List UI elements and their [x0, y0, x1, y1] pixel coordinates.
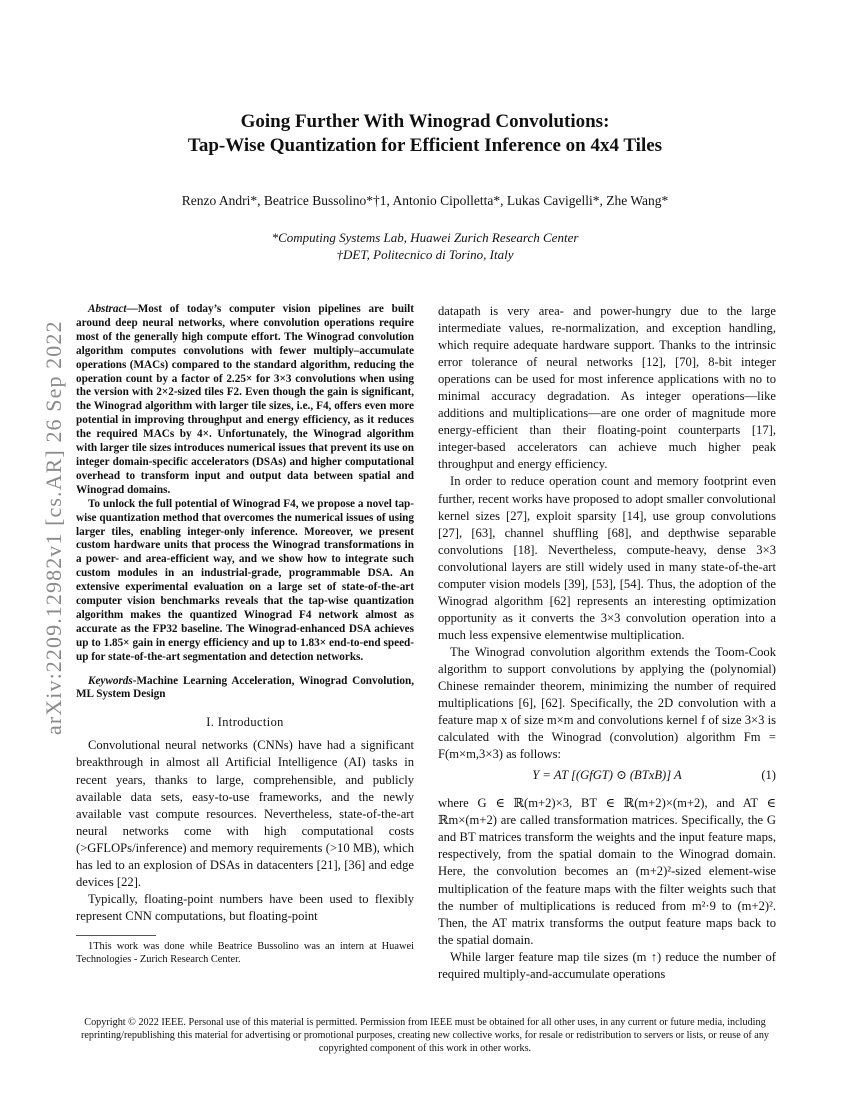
title-line-1: Going Further With Winograd Convolutions: — [240, 111, 610, 132]
body-paragraph-continued: datapath is very area- and power-hungry due to the large intermediate values, re-normalization, and exception handling, which require adequate hardware support. Thanks to the intrinsic error tolerance of neural networks [12], [70], 8-bit integer operations can be used for most inference applications with no to minimal accuracy degradation. As integer operations—like additions and multiplications—are one order of magnitude more energy-efficient than their floating-point counterparts [17], integer-based accelerators can achieve much higher peak throughput and energy efficiency. — [438, 304, 776, 472]
body-paragraph-4: where G ∈ ℝ(m+2)×3, BT ∈ ℝ(m+2)×(m+2), and AT ∈ ℝm×(m+2) are called transformation matrices. Specifically, the G and BT matrices transform the weights and the input feature maps, respectively, from the spatial domain to the Winograd domain. Here, the convolution becomes an (m+2)²-sized element-wise multiplication of the feature maps with the filter weights such that the number of multiplications is reduced from m²·9 to (m+2)². Then, the AT matrix transforms the output feature maps back to the spatial domain. — [438, 796, 776, 947]
affiliation-2: †DET, Politecnico di Torino, Italy — [336, 247, 514, 262]
arxiv-stamp — [14, 295, 66, 735]
left-column — [76, 303, 414, 966]
affiliation-1: *Computing Systems Lab, Huawei Zurich Research Center — [271, 230, 579, 245]
intro-paragraph-1: Convolutional neural networks (CNNs) have had a significant breakthrough in almost all Artificial Intelligence (AI) tasks in recent years, thanks to large, comprehensible, and publicly available data sets, easy-to-use frameworks, and the newly available vast compute resources. Nevertheless, state-of-the-art neural networks come with high computational costs (>GFLOPs/inference) and memory requirements (>10 MB), which has led to an explosion of DSAs in datacenters [21], [36] and edge devices [22]. — [76, 738, 414, 889]
body-paragraph-5: While larger feature map tile sizes (m ↑) reduce the number of required multiply-and-accumulate operations — [438, 949, 776, 981]
abstract-paragraph-2: To unlock the full potential of Winograd F4, we propose a novel tap-wise quantization method that overcomes the numerical issues of using larger tiles, enabling integer-only inference. Moreover, we present custom hardware units that process the Winograd transformations in a power- and area-efficient way, and we show how to integrate such custom modules in an industrial-grade, programmable DSA. An extensive experimental evaluation on a large set of state-of-the-art computer vision benchmarks reveals that the tap-wise quantization algorithm makes the quantized Winograd F4 network almost as accurate as the FP32 baseline. The Winograd-enhanced DSA achieves up to 1.85× gain in energy efficiency and up to 1.83× end-to-end speed-up for state-of-the-art segmentation and detection networks. — [76, 497, 414, 663]
intro-paragraph-2: Typically, floating-point numbers have been used to flexibly represent CNN computations, but floating-point — [76, 891, 414, 923]
title-line-2: Tap-Wise Quantization for Efficient Inference on 4x4 Tiles — [187, 135, 663, 156]
abstract-label: Abstract — [88, 303, 127, 315]
arxiv-id: arXiv:2209.12982v1 [cs.AR] 26 Sep 2022 — [41, 320, 66, 735]
equation-1 — [438, 767, 776, 791]
paper-title — [0, 110, 850, 158]
keywords-label: Keywords — [88, 674, 133, 687]
footnote-divider — [76, 935, 156, 936]
body-paragraph-2: In order to reduce operation count and memory footprint even further, recent works have proposed to adopt smaller convolutional kernel sizes [27], exploit sparsity [14], use group convolutions [27], [63], channel shuffling [68], and depthwise separable convolutions [18]. Nevertheless, compute-heavy, dense 3×3 convolutional layers are still widely used in many state-of-the-art computer vision models [39], [53], [54]. Thus, the adoption of the Winograd algorithm [62] represents an interesting optimization opportunity as it converts the 3×3 convolution operation into a much less expensive elementwise multiplication. — [438, 474, 776, 642]
abstract-paragraph-1 — [76, 303, 414, 498]
equation-body: Y = AT [(GfGT) ⊙ (BTxB)] A — [532, 768, 682, 783]
equation-number: (1) — [761, 768, 776, 783]
body-paragraph-3: The Winograd convolution algorithm extends the Toom-Cook algorithm to support convolutions by applying the (polynomial) Chinese remainder theorem, minimizing the number of required multiplications [6], [62]. Specifically, the 2D convolution with a feature map x of size m×m and convolutions kernel f of size 3×3 is calculated with the Winograd (convolution) algorithm Fm = F(m×m,3×3) as follows: — [438, 644, 776, 762]
keywords — [76, 675, 414, 703]
copyright-notice: Copyright © 2022 IEEE. Personal use of this material is permitted. Permission from IEEE must be obtained for all other uses, in any current or future media, including reprinting/republishing this material for advertising or promotional purposes, creating new collective works, for resale or redistribution to servers or lists, or reuse of any copyrighted component of this work in other works. — [80, 1017, 770, 1054]
abstract — [76, 303, 414, 665]
section-heading-introduction: I. Introduction — [206, 715, 284, 730]
affiliations — [0, 229, 850, 263]
keywords-text: -Machine Learning Acceleration, Winograd Convolution, ML System Design — [76, 674, 414, 701]
right-column — [438, 303, 776, 983]
footnote: 1This work was done while Beatrice Bussolino was an intern at Huawei Technologies - Zurich Research Center. — [76, 940, 414, 965]
author-list: Renzo Andri*, Beatrice Bussolino*†1, Antonio Cipolletta*, Lukas Cavigelli*, Zhe Wang* — [181, 193, 669, 208]
abstract-text-1: —Most of today’s computer vision pipelines are built around deep neural networks, where convolution operations require most of the generally high compute effort. The Winograd convolution algorithm computes convolutions with fewer multiply–accumulate operations (MACs) compared to the standard algorithm, reducing the operation count by a factor of 2.25× for 3×3 convolutions when using the version with 2×2-sized tiles F2. Even though the gain is significant, the Winograd algorithm with larger tile sizes, i.e., F4, offers even more potential in improving throughput and energy efficiency, as it reduces the required MACs by 4×. Unfortunately, the Winograd algorithm with larger tile sizes introduces numerical issues that prevent its use on integer domain-specific accelerators (DSAs) and higher computational overhead to transform input and output data between spatial and Winograd domains. — [76, 303, 414, 496]
